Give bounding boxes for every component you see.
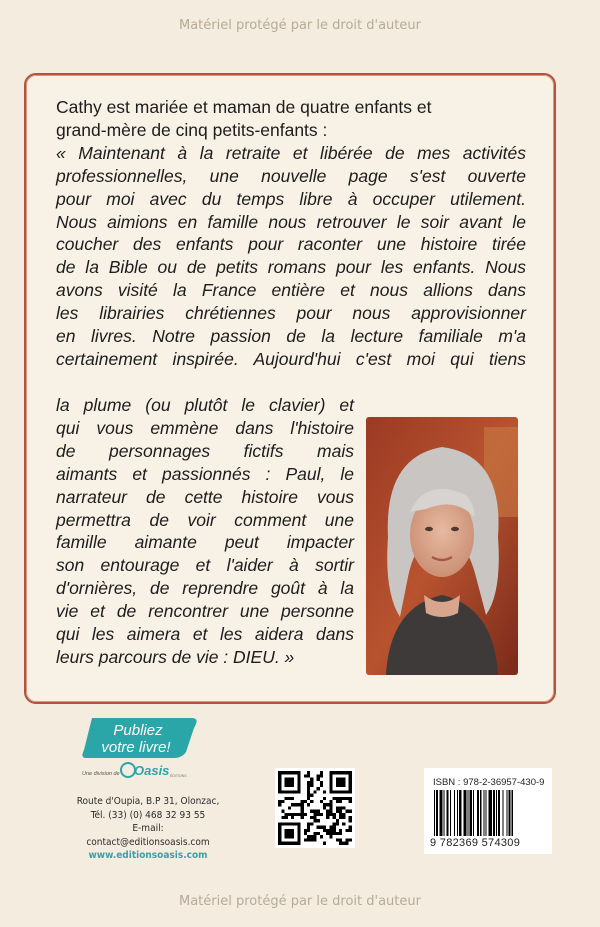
quote-wrap-line-7: famille aimante peut impacter xyxy=(56,532,354,553)
logo-line-1: Publiez xyxy=(113,722,163,739)
publisher-contact xyxy=(76,795,220,863)
quote-line-4: Nous aimions en famille nous retrouver le soir avant le xyxy=(56,211,526,232)
quote-line-9: en livres. Notre passion de la lecture familiale m'a xyxy=(56,326,526,347)
quote-line-6: de la Bible ou de petits romans pour les enfants. Nous xyxy=(56,257,526,278)
publisher-email: E-mail: contact@editionsoasis.com xyxy=(86,823,210,848)
publisher-phone: Tél. (33) (0) 468 32 93 55 xyxy=(90,809,206,821)
quote-line-10: certainement inspirée. Aujourd'hui c'est moi qui tiens xyxy=(56,348,526,369)
quote-line-8: les librairies chrétiennes pour nous approvisionner xyxy=(56,303,526,324)
quote-wrap-line-1: la plume (ou plutôt le clavier) et xyxy=(56,395,354,415)
logo-division: Une division de xyxy=(82,771,120,777)
quote-wrapped xyxy=(56,394,354,669)
quote-line-3: pour moi avec du temps libre à occuper utilement. xyxy=(56,188,526,209)
logo-brand: Oasis xyxy=(134,763,170,778)
intro-line-1: Cathy est mariée et maman de quatre enfants et xyxy=(56,97,432,117)
isbn-digits: 9 782369 574309 xyxy=(430,837,521,849)
quote-line-2: professionnelles, une nouvelle page s'est ouverte xyxy=(56,165,526,186)
publisher-website: www.editionsoasis.com xyxy=(88,850,208,861)
quote-line-1: « Maintenant à la retraite et libérée de mes activités xyxy=(56,142,526,163)
quote-wrap-line-3: de personnages fictifs mais xyxy=(56,440,354,461)
qr-code xyxy=(275,768,355,848)
author-bio xyxy=(56,96,526,371)
quote-line-7: avons visité la France entière et nous allions dans xyxy=(56,280,526,301)
publisher-address: Route d'Oupia, B.P 31, Olonzac, xyxy=(76,796,220,807)
author-photo xyxy=(366,417,518,675)
copyright-watermark-top: Matériel protégé par le droit d'auteur xyxy=(179,18,421,33)
quote-wrap-line-12: leurs parcours de vie : DIEU. » xyxy=(56,646,295,667)
copyright-watermark-bottom: Matériel protégé par le droit d'auteur xyxy=(179,894,421,909)
isbn-label: ISBN : 978-2-36957-430-9 xyxy=(433,777,545,788)
quote-wrap-line-10: vie et de rencontrer une personne xyxy=(56,601,354,622)
quote-wrap-line-11: qui les aimera et les aidera dans xyxy=(56,624,354,645)
quote-wrap-line-4: aimants et passionnés : Paul, le xyxy=(56,463,354,484)
logo-line-2: votre livre! xyxy=(101,739,171,756)
quote-wrap-line-6: permettra de voir comment une xyxy=(56,509,354,530)
intro-line-2: grand-mère de cinq petits-enfants : xyxy=(56,119,328,140)
quote-wrap-line-2: qui vous emmène dans l'histoire xyxy=(56,417,354,438)
quote-wrap-line-5: narrateur de cette histoire vous xyxy=(56,486,354,507)
logo-brand-sub: ÉDITIONS xyxy=(170,774,187,778)
quote-line-5: coucher des enfants pour raconter une histoire tirée xyxy=(56,234,526,255)
quote-wrap-line-9: d'ornières, de reprendre goût à la xyxy=(56,578,354,599)
quote-wrap-line-8: son entourage et l'aider à sortir xyxy=(56,555,354,576)
publiez-votre-livre-logo xyxy=(82,718,202,778)
quote-full-width xyxy=(56,142,526,371)
